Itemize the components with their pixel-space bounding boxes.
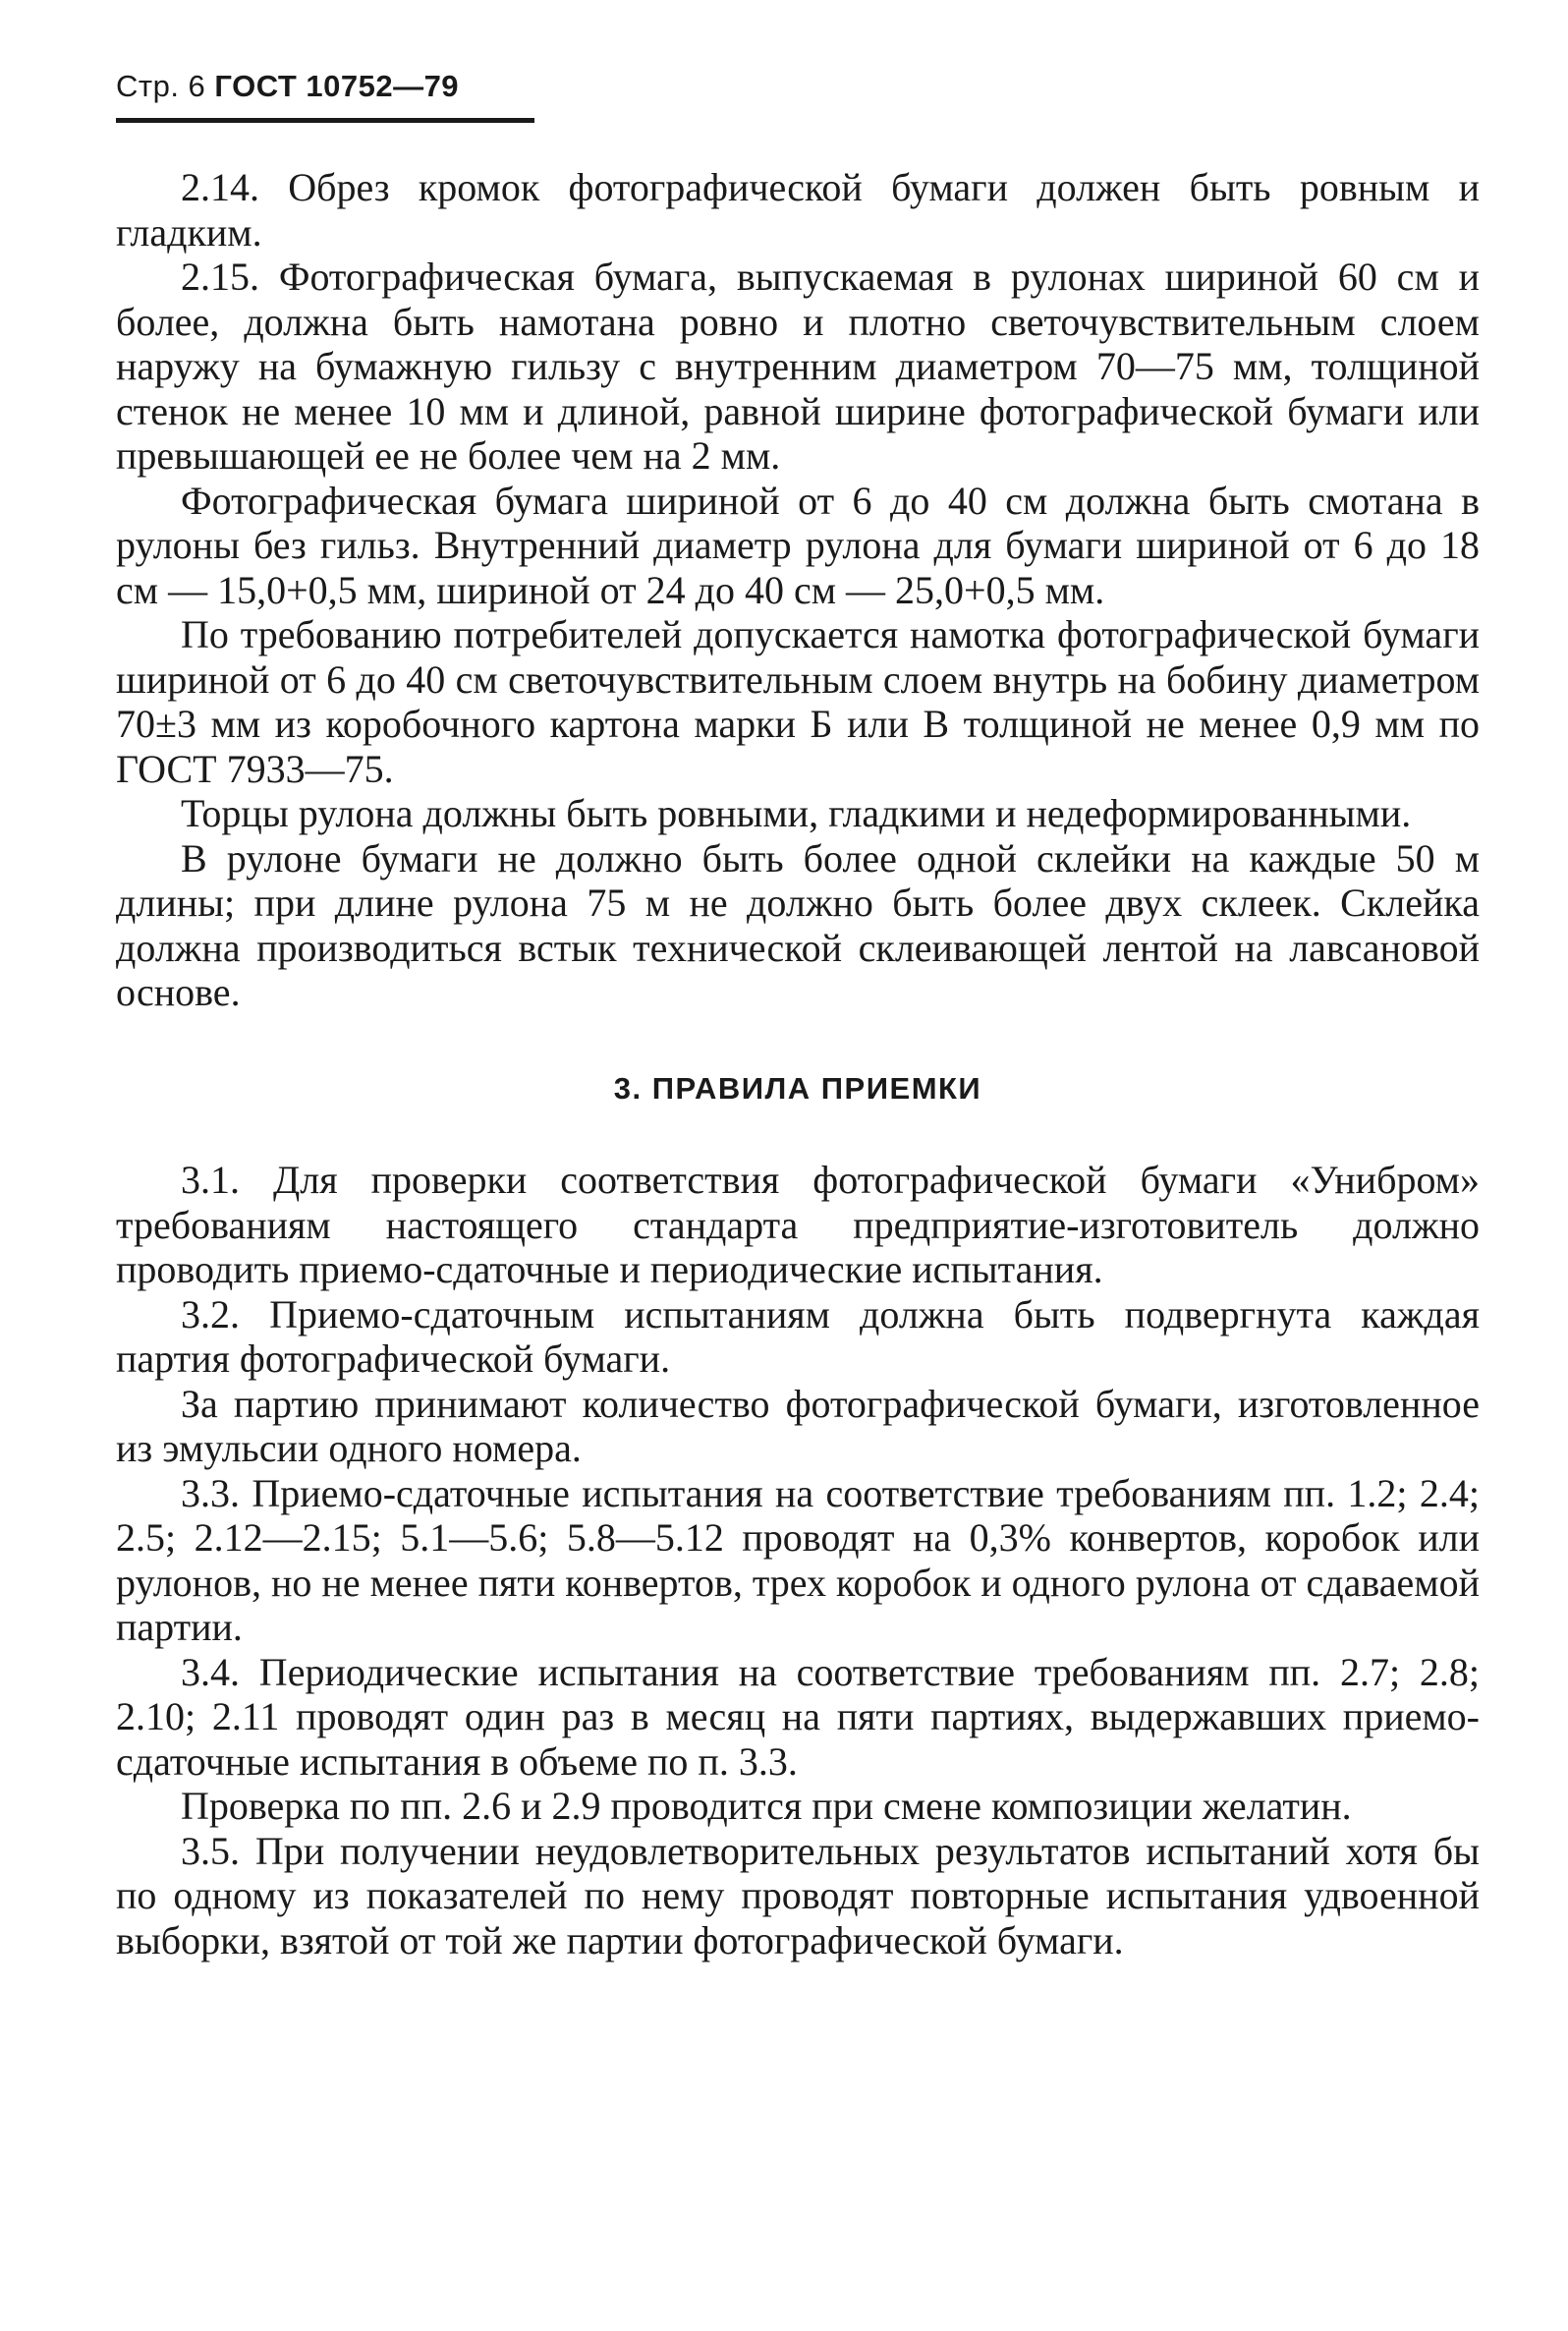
paragraph-2-15: 2.15. Фотографическая бумага, выпускаемая в рулонах шириной 60 см и более, должна быть намотана ровно и плотно светочувствительным слоем наружу на бумажную гильзу с внутренним диаметром 70—75 мм, толщиной стенок не менее 10 мм и длиной, равной ширине фотографической бумаги или превышающей ее не более чем на 2 мм. <box>116 255 1480 478</box>
paragraph-bobbin: По требованию потребителей допускается намотка фотографической бумаги шириной от 6 до 40 см светочувствительным слоем внутрь на бобину диаметром 70±3 мм из коробочного картона марки Б или В толщиной не менее 0,9 мм по ГОСТ 7933—75. <box>116 612 1480 791</box>
standard-number: ГОСТ 10752—79 <box>214 69 460 103</box>
paragraph-3-5: 3.5. При получении неудовлетворительных результатов испытаний хотя бы по одному из показателей по нему проводят повторные испытания удвоенной выборки, взятой от той же партии фотографической бумаги. <box>116 1828 1480 1962</box>
paragraph-3-2: 3.2. Приемо-сдаточным испытаниям должна быть подвергнута каждая партия фотографической бумаги. <box>116 1291 1480 1381</box>
paragraph-roll-ends: Торцы рулона должны быть ровными, гладкими и недеформированными. <box>181 791 1412 835</box>
document-body <box>116 165 1480 1962</box>
paragraph-batch: За партию принимают количество фотографической бумаги, изготовленное из эмульсии одного номера. <box>116 1381 1480 1470</box>
page-number: Стр. 6 <box>116 69 206 103</box>
paragraph-2-14: 2.14. Обрез кромок фотографической бумаги должен быть ровным и гладким. <box>116 165 1480 255</box>
paragraph-3-4: 3.4. Периодические испытания на соответствие требованиям пп. 2.7; 2.8; 2.10; 2.11 проводят один раз в месяц на пяти партиях, выдержавших приемо-сдаточные испытания в объеме по п. 3.3. <box>116 1649 1480 1784</box>
header-rule <box>116 118 534 123</box>
paragraph-3-1: 3.1. Для проверки соответствия фотографической бумаги «Унибром» требованиям настоящего стандарта предприятие-изготовитель должно проводить приемо-сдаточные и периодические испытания. <box>116 1158 1480 1291</box>
running-head <box>116 69 459 104</box>
paragraph-gelatin-check: Проверка по пп. 2.6 и 2.9 проводится при смене композиции желатин. <box>181 1784 1352 1828</box>
paragraph-roll-width: Фотографическая бумага шириной от 6 до 40 см должна быть смотана в рулоны без гильз. Внутренний диаметр рулона для бумаги шириной от 6 до 18 см — 15,0+0,5 мм, шириной от 24 до 40 см — 25,0+0,5 мм. <box>116 478 1480 612</box>
section-title: 3. ПРАВИЛА ПРИЕМКИ <box>613 1070 982 1106</box>
paragraph-splices: В рулоне бумаги не должно быть более одной склейки на каждые 50 м длины; при длине рулона 75 м не должно быть более двух склеек. Склейка должна производиться встык технической склеивающей лентой на лавсановой основе. <box>116 835 1480 1014</box>
paragraph-3-3: 3.3. Приемо-сдаточные испытания на соответствие требованиям пп. 1.2; 2.4; 2.5; 2.12—2.15; 5.1—5.6; 5.8—5.12 проводят на 0,3% конвертов, коробок или рулонов, но не менее пяти конвертов, трех коробок и одного рулона от сдаваемой партии. <box>116 1470 1480 1649</box>
